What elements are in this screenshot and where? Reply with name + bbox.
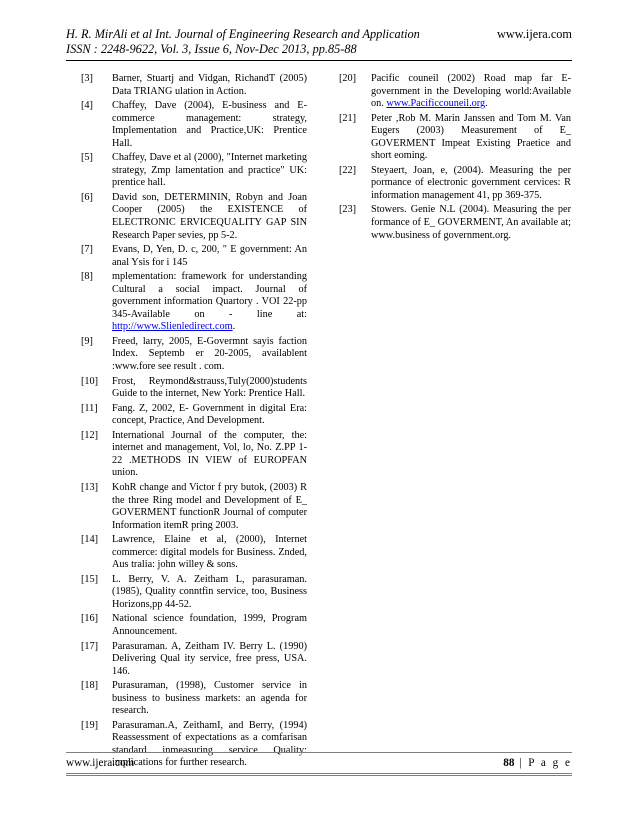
reference-number: [19] xyxy=(81,719,99,731)
reference-item xyxy=(81,430,307,480)
reference-text: Fang. Z, 2002, E- Government in digital Era: concept, Practice, And Development. xyxy=(112,402,307,427)
reference-text: David son, DETERMININ, Robyn and Joan Cooper (2005) the EXISTENCE of ELECTRONIC ERVICEQUALITY GAP SIN Research Paper sevies, pp 5-2. xyxy=(112,191,307,241)
reference-number: [18] xyxy=(81,680,99,692)
reference-item xyxy=(81,376,307,401)
reference-number: [13] xyxy=(81,481,99,493)
reference-item xyxy=(339,113,571,163)
journal-title: H. R. MirAli et al Int. Journal of Engineering Research and Application xyxy=(66,27,420,41)
reference-number: [7] xyxy=(81,244,93,256)
reference-item xyxy=(81,244,307,269)
reference-item xyxy=(81,73,307,98)
reference-text: mplementation: framework for understanding Cultural a social impact. Journal of government information Quartory . VOI 22-pp 345-Available on - line at: xyxy=(112,271,307,320)
reference-number: [20] xyxy=(339,73,357,84)
reference-item xyxy=(81,403,307,428)
page-number: 88 xyxy=(503,757,515,769)
reference-text: Lawrence, Elaine et al, (2000), Internet commerce: digital models for Business. Znded, Aus tralia: john willey & sons. xyxy=(112,534,307,571)
reference-text: Frost, Reymond&strauss,Tuly(2000)students Guide to the internet, New York: Prentice Hall. xyxy=(112,375,307,400)
reference-body xyxy=(112,430,307,480)
reference-body xyxy=(112,152,307,190)
reference-text: L. Berry, V. A. Zeitham L, parasuraman. (1985), Quality conntfin service, too, Business Horizons,pp 44-52. xyxy=(112,573,307,610)
reference-number: [8] xyxy=(81,271,93,283)
reference-number: [15] xyxy=(81,573,99,585)
reference-text: Purasuraman, (1998), Customer service in business to business markets: an agenda for research. xyxy=(112,680,307,717)
reference-text: National science foundation, 1999, Program Announcement. xyxy=(112,613,307,637)
reference-text: Barner, Stuartj and Vidgan, RichandT (2005) Data TRIANG ulation in Action. xyxy=(112,73,307,97)
reference-link-punctuation: . xyxy=(232,321,236,333)
reference-body xyxy=(112,534,307,572)
reference-number: [12] xyxy=(81,429,99,441)
references-left-column xyxy=(81,73,307,772)
reference-link-punctuation: . xyxy=(485,98,488,110)
reference-text: Evans, D, Yen, D. c, 200, " E government: An anal Ysis for i 145 xyxy=(112,244,307,268)
reference-body xyxy=(112,192,307,242)
reference-body xyxy=(371,73,571,111)
reference-body xyxy=(371,165,571,203)
reference-item xyxy=(81,574,307,612)
page-footer xyxy=(66,752,572,776)
reference-body xyxy=(112,680,307,718)
reference-text: Stowers. Genie N.L (2004). Measuring the per formance of E_ GOVERMENT, An available at; www.business of government.org. xyxy=(371,204,571,241)
reference-item xyxy=(339,165,571,203)
references-right-column xyxy=(339,73,571,244)
reference-body xyxy=(371,113,571,163)
reference-text: Pacific couneil (2002) Road map far E-government in the Developing world:Available on. xyxy=(371,73,571,110)
reference-number: [22] xyxy=(339,164,357,176)
reference-text: Parasuraman. A, Zeitham IV. Berry L. (1990) Delivering Qual ity service, free press, USA. 146. xyxy=(112,640,307,677)
reference-body xyxy=(112,271,307,334)
reference-number: [10] xyxy=(81,375,99,387)
reference-number: [21] xyxy=(339,112,357,124)
page-word: P a g e xyxy=(528,757,572,769)
reference-number: [16] xyxy=(81,613,99,625)
reference-item xyxy=(81,613,307,638)
reference-item xyxy=(81,100,307,150)
reference-body xyxy=(112,336,307,374)
reference-body xyxy=(112,574,307,612)
reference-body xyxy=(112,100,307,150)
reference-item xyxy=(81,152,307,190)
reference-item xyxy=(81,192,307,242)
reference-number: [6] xyxy=(81,191,93,203)
reference-number: [5] xyxy=(81,152,93,164)
header-website-link[interactable]: www.ijera.com xyxy=(496,27,572,41)
reference-body xyxy=(112,641,307,679)
reference-number: [17] xyxy=(81,640,99,652)
reference-item xyxy=(339,73,571,111)
reference-item xyxy=(81,641,307,679)
reference-text: Freed, larry, 2005, E-Govermnt sayis faction Index. Septemb er 20-2005, availablent :www.fore see result . com. xyxy=(112,335,307,373)
reference-item xyxy=(339,204,571,242)
reference-number: [4] xyxy=(81,100,93,112)
reference-body xyxy=(112,613,307,638)
reference-text: Steyaert, Joan, e, (2004). Measuring the per pormance of electronic government cervices: R information management 41, pp 369-375. xyxy=(371,164,571,201)
reference-number: [9] xyxy=(81,335,93,347)
reference-link[interactable]: www.Pacificcouneil.org xyxy=(386,98,486,110)
reference-item xyxy=(81,271,307,334)
reference-body xyxy=(112,73,307,98)
reference-text: Chaffey, Dave (2004), E-business and E-commerce management: strategy, Implementation and Practice,UK: Prentice Hall. xyxy=(112,100,307,149)
issn-line: ISSN : 2248-9622, Vol. 3, Issue 6, Nov-Dec 2013, pp.85-88 xyxy=(66,42,357,56)
page-separator: | xyxy=(514,757,529,769)
reference-item xyxy=(81,482,307,532)
reference-item xyxy=(81,336,307,374)
reference-body xyxy=(371,204,571,242)
reference-link[interactable]: http://www.Slienledirect.com xyxy=(112,321,233,333)
footer-website-link[interactable]: www.ijera.com xyxy=(66,757,135,769)
reference-body xyxy=(112,376,307,401)
reference-text: Parasuraman.A, ZeithamI, and Berry, (1994) Reassessment of expectations as a comfarisan standard inmeasuring service Quality: implications for further research. xyxy=(112,719,307,769)
reference-text: International Journal of the computer, the: internet and management, Vol, lo, No. Z.PP 1-22 .METHODS IN VIEW of EUROPFAN union. xyxy=(112,429,307,479)
reference-text: KohR change and Victor f pry butok, (2003) R the three Ring model and Development of E_ GOVERMENT functionR Journal of computer Information itemR pring 2003. xyxy=(112,481,307,531)
reference-text: Chaffey, Dave et al (2000), "Internet marketing strategy, Zmp lamentation and practice" UK: prentice hall. xyxy=(112,152,307,189)
header-rule xyxy=(66,60,572,61)
page-indicator xyxy=(503,757,572,769)
reference-item xyxy=(81,680,307,718)
reference-item xyxy=(81,534,307,572)
header-line-1 xyxy=(66,27,572,42)
reference-body xyxy=(112,403,307,428)
reference-text: Peter ,Rob M. Marin Janssen and Tom M. Van Eugers (2003) Measurement of E_ GOVERMENT Impeat Existing Praetice and short eoming. xyxy=(371,112,571,162)
reference-body xyxy=(112,482,307,532)
reference-body xyxy=(112,244,307,269)
reference-number: [23] xyxy=(339,204,357,216)
reference-number: [14] xyxy=(81,534,99,546)
reference-number: [11] xyxy=(81,402,98,414)
reference-number: [3] xyxy=(81,73,93,84)
running-header xyxy=(66,27,572,61)
